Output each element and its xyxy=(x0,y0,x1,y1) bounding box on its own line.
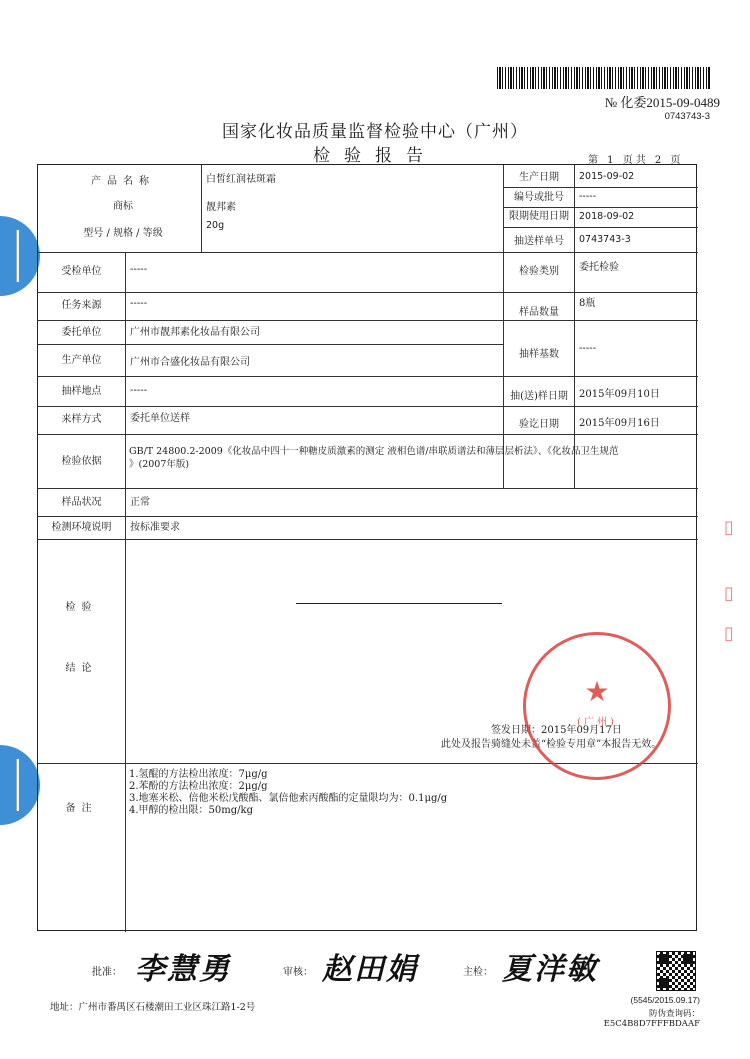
client-label: 委托单位 xyxy=(61,327,102,338)
task-source-value: ----- xyxy=(130,298,148,309)
spec-label: 型号 / 规格 / 等级 xyxy=(83,228,163,239)
barcode xyxy=(497,67,711,89)
binder-hole-bottom xyxy=(0,745,40,825)
seal-star-icon: ★ xyxy=(584,675,610,708)
report-title: 国家化妆品质量监督检验中心（广州） xyxy=(222,122,528,142)
seal-text: (广州) xyxy=(577,717,617,728)
conclusion-label-1: 检验 xyxy=(65,602,98,613)
quantity-label: 样品数量 xyxy=(519,307,559,318)
conclusion-label-2: 结论 xyxy=(65,663,98,674)
prod-date-value: 2015-09-02 xyxy=(579,171,635,182)
base-label: 抽样基数 xyxy=(519,349,559,360)
sample-number-header: 0743743-3 xyxy=(664,111,710,122)
condition-value: 正常 xyxy=(130,497,150,508)
sampling-place-label: 抽样地点 xyxy=(61,386,102,397)
inspected-unit-value: ----- xyxy=(130,264,148,275)
inspect-label: 主检： xyxy=(463,967,493,978)
remark-item: 2.苯酚的方法检出浓度：2μg/g xyxy=(129,781,268,792)
category-label: 检验类别 xyxy=(519,266,559,277)
sampling-method-value: 委托单位送样 xyxy=(130,413,190,424)
report-table xyxy=(37,164,697,931)
inspected-unit-label: 受检单位 xyxy=(61,266,102,277)
inspect-signature: 夏洋敏 xyxy=(502,952,598,987)
product-name-value: 白皙红润祛斑霜 xyxy=(206,174,276,185)
remarks-label: 备注 xyxy=(65,803,98,814)
sample-no-label: 抽送样单号 xyxy=(514,236,564,247)
brand-label: 商标 xyxy=(113,201,133,212)
edge-stamp-mark: ▯ xyxy=(724,517,734,538)
product-name-label: 产品名称 xyxy=(91,176,155,187)
basis-label: 检验依据 xyxy=(61,456,102,467)
issue-date: 签发日期：2015年09月17日 xyxy=(491,725,622,736)
prod-date-label: 生产日期 xyxy=(519,172,559,183)
page-indicator: 第 1 页共 2 页 xyxy=(588,155,684,166)
expiry-label: 限期使用日期 xyxy=(509,211,569,222)
conclusion-blank-line xyxy=(296,603,502,604)
condition-label: 样品状况 xyxy=(61,497,102,508)
base-value: ----- xyxy=(579,343,597,354)
basis-line-1: GB/T 24800.2-2009《化妆品中四十一种糖皮质激素的测定 液相色谱/串联质谱法和薄层层析法》、《化妆品卫生规范 xyxy=(129,446,619,457)
env-value: 按标准要求 xyxy=(130,522,180,533)
qr-code xyxy=(656,951,696,991)
complete-date-label: 验讫日期 xyxy=(519,419,559,430)
producer-value: 广州市合盛化妆品有限公司 xyxy=(130,357,250,368)
remark-item: 4.甲醇的检出限：50mg/kg xyxy=(129,805,253,816)
env-label: 检测环境说明 xyxy=(51,522,112,533)
task-source-label: 任务来源 xyxy=(61,300,102,311)
report-number: № 化委2015-09-0489 xyxy=(604,95,720,110)
edge-stamp-mark: ▯ xyxy=(724,583,734,604)
review-label: 审核： xyxy=(283,967,313,978)
sample-date-label: 抽(送)样日期 xyxy=(510,391,568,402)
approve-signature: 李慧勇 xyxy=(135,952,231,987)
sampling-place-value: ----- xyxy=(130,385,148,396)
category-value: 委托检验 xyxy=(579,262,619,273)
report-subtitle: 检验报告 xyxy=(313,146,437,166)
official-seal xyxy=(523,632,671,780)
binder-hole-top xyxy=(0,216,40,296)
remark-item: 1.氢醌的方法检出浓度：7μg/g xyxy=(129,769,268,780)
sampling-method-label: 来样方式 xyxy=(61,414,102,425)
edge-stamp-mark: ▯ xyxy=(724,623,734,644)
spec-value: 20g xyxy=(206,220,225,231)
quantity-value: 8瓶 xyxy=(579,298,596,309)
sample-no-value: 0743743-3 xyxy=(579,234,631,245)
seal-note: 此处及报告骑缝处未盖“检验专用章”本报告无效。 xyxy=(441,739,662,750)
review-signature: 赵田娟 xyxy=(322,952,418,987)
brand-value: 靓邦素 xyxy=(206,202,236,213)
footer-code: (5545/2015.09.17) xyxy=(630,995,700,1005)
complete-date-value: 2015年09月16日 xyxy=(579,418,660,429)
expiry-value: 2018-09-02 xyxy=(579,211,635,222)
remark-item: 3.地塞米松、倍他米松戊酸酯、氯倍他索丙酸酯的定量限均为：0.1μg/g xyxy=(129,793,448,804)
anti-fake-code: 防伪查询码：E5C4B8D7FFFBDAAF xyxy=(603,1009,700,1029)
basis-line-2: 》(2007年版) xyxy=(129,459,190,470)
batch-value: ----- xyxy=(579,191,597,202)
batch-label: 编号或批号 xyxy=(514,192,564,203)
footer-address: 地址：广州市番禺区石楼潮田工业区珠江路1-2号 xyxy=(50,1002,256,1013)
producer-label: 生产单位 xyxy=(61,355,102,366)
approve-label: 批准： xyxy=(92,967,122,978)
client-value: 广州市靓邦素化妆品有限公司 xyxy=(130,327,260,338)
sample-date-value: 2015年09月10日 xyxy=(579,389,660,400)
